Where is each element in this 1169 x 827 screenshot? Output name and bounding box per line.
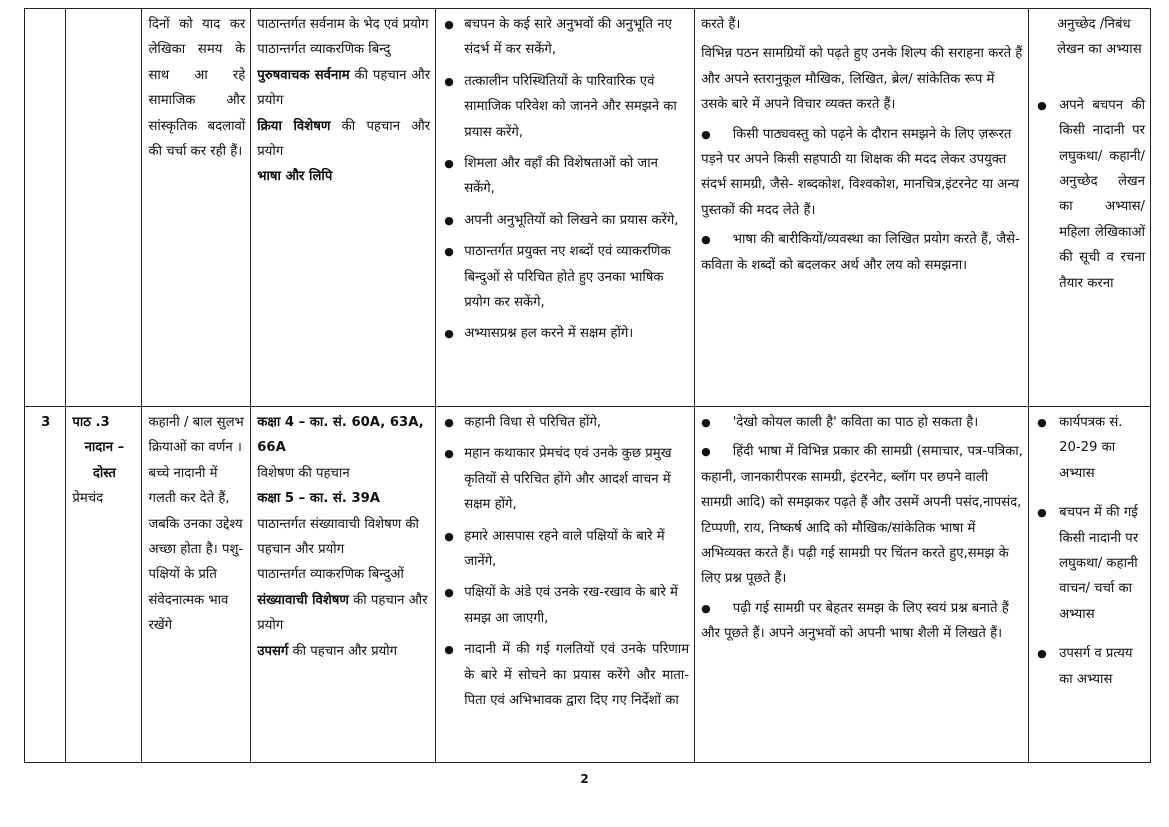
lesson-number: पाठ .3 (72, 415, 110, 430)
cell-description: दिनों को याद कर लेखिका समय के साथ आ रहे सामाजिक और सांस्कृतिक बदलावों की चर्चा कर रही हैं। (142, 9, 251, 407)
outcome-item (701, 596, 1023, 647)
grammar-text-bold: पुरुषवाचक सर्वनाम (257, 67, 350, 83)
outcome-text: भाषा की बारीकियों/व्यवस्था का लिखित प्रयोग करते हैं, जैसे-कविता के शब्दों को बदलकर अर्थ और लय को समझना। (701, 232, 1020, 273)
list-item: ● अपने बचपन की किसी नादानी पर लघुकथा/ कहानी/ अनुच्छेद लेखन का अभ्यास/ महिला लेखिकाओं की सूची व रचना तैयार करना (1035, 93, 1145, 296)
outcome-text: हिंदी भाषा में विभिन्न प्रकार की सामग्री (समाचार, पत्र-पत्रिका, कहानी, जानकारीपरक सामग्री, इंटरनेट, ब्लॉग पर छपने वाली सामग्री आदि) को समझकर पढ़ते हैं और उसमें अपनी पसंद,नापसंद, टिप्पणी, राय, निष्कर्ष आदि को मौखिक/सांकेतिक भाषा में अभिव्यक्त करते हैं। पढ़ी गई सामग्री पर चिंतन करते हुए,समझ के लिए प्रश्न पूछते हैं। (701, 444, 1023, 587)
cell-objectives (436, 9, 695, 407)
cell-lesson (66, 9, 142, 407)
list-item: ● नादानी में की गई गलतियों एवं उनके परिणाम के बारे में सोचने का प्रयास करेंगे और माता-पिता एवं अभिभावक द्वारा दिए गए निर्देशों का (442, 637, 689, 713)
objectives-list (442, 410, 689, 713)
outcome-text: किसी पाठ्यवस्तु को पढ़ने के दौरान समझने के लिए ज़रूरत पड़ने पर अपने किसी सहपाठी या शिक्षक की मदद लेकर उपयुक्त संदर्भ सामग्री, जैसे- शब्दकोश, विश्वकोश, मानचित्र,इंटरनेट या अन्य पुस्तकों की मदद लेते हैं। (701, 126, 1019, 218)
lesson-title: नादान – (84, 440, 125, 456)
lesson-plan-table (24, 8, 1151, 763)
activities-list (1035, 93, 1145, 296)
grammar-text: की पहचान और प्रयोग (288, 643, 398, 659)
bullet-icon: ● (701, 127, 711, 141)
list-item: ● अपनी अनुभूतियों को लिखने का प्रयास करेंगे, (442, 208, 689, 233)
table-row (25, 407, 1151, 763)
list-item: ● उपसर्ग व प्रत्यय का अभ्यास (1035, 641, 1145, 692)
list-item: ● पक्षियों के अंडे एवं उनके रख-रखाव के बारे में समझ आ जाएगी, (442, 580, 689, 631)
grammar-text-bold: क्रिया विशेषण (257, 118, 331, 134)
grammar-text-bold: कक्षा 4 – का. सं. 60A, 63A, 66A (257, 415, 424, 456)
list-item: ● कार्यपत्रक सं. 20-29 का अभ्यास (1035, 410, 1145, 486)
list-item: ● कहानी विधा से परिचित होंगे, (442, 410, 689, 435)
grammar-text-bold: भाषा और लिपि (257, 169, 333, 185)
table-row (25, 9, 1151, 407)
outcome-item (701, 122, 1023, 224)
outcome-text: 'देखो कोयल काली है' कविता का पाठ हो सकता है। (732, 415, 979, 430)
cell-lesson (66, 407, 142, 763)
list-item: ● बचपन के कई सारे अनुभवों की अनुभूति नए संदर्भ में कर सकेंगे, (442, 12, 689, 63)
cell-activities (1029, 9, 1151, 407)
cell-description: कहानी / बाल सुलभ क्रियाओं का वर्णन । बच्चे नादानी में गलती कर देते हैं, जबकि उनका उद्देश्य अच्छा होता है। पशु-पक्षियों के प्रति संवेदनात्मक भाव रखेंगे (142, 407, 251, 763)
cell-activities (1029, 407, 1151, 763)
bullet-icon: ● (701, 233, 711, 247)
grammar-text: पाठान्तर्गत सर्वनाम के भेद एवं प्रयोग (257, 17, 429, 32)
list-item: ● शिमला और वहाँ की विशेषताओं को जान सकेंगे, (442, 151, 689, 202)
grammar-text: पाठान्तर्गत संख्यावाची विशेषण की पहचान और प्रयोग (257, 516, 419, 558)
grammar-text: की पहचान और प्रयोग (257, 118, 431, 160)
page-number: 2 (580, 772, 589, 786)
grammar-text: की पहचान और प्रयोग (257, 67, 431, 109)
cell-outcomes (695, 407, 1029, 763)
cell-grammar (251, 407, 436, 763)
list-item: ● पाठान्तर्गत प्रयुक्त नए शब्दों एवं व्याकरणिक बिन्दुओं से परिचित होते हुए उनका भाषिक प्रयोग कर सकेंगे, (442, 239, 689, 315)
list-item: ● बचपन में की गई किसी नादानी पर लघुकथा/ कहानी वाचन/ चर्चा का अभ्यास (1035, 500, 1145, 627)
outcome-item (701, 410, 1023, 435)
activities-list (1035, 410, 1145, 692)
bullet-icon: ● (701, 445, 711, 459)
cell-objectives (436, 407, 695, 763)
grammar-text-bold: उपसर्ग (257, 643, 289, 659)
grammar-text-bold: कक्षा 5 – का. सं. 39A (257, 491, 381, 507)
lesson-author: प्रेमचंद (72, 491, 104, 507)
outcome-text: विभिन्न पठन सामग्रियों को पढ़ते हुए उनके शिल्प की सराहना करते हैं और अपने स्तरानुकूल मौखिक, लिखित, ब्रेल/ सांकेतिक रूप में उसके बारे में अपने विचार व्यक्त करते हैं। (701, 46, 1023, 113)
outcome-text: करते हैं। (701, 17, 741, 32)
outcome-text: पढ़ी गई सामग्री पर बेहतर समझ के लिए स्वयं प्रश्न बनाते हैं और पूछते हैं। अपने अनुभवों को अपनी भाषा शैली में लिखते हैं। (701, 600, 1009, 642)
activity-intro: अनुच्छेद /निबंध लेखन का अभ्यास (1057, 17, 1142, 58)
grammar-text: विशेषण की पहचान (257, 465, 350, 481)
cell-serial: 3 (25, 407, 66, 763)
list-item: ● अभ्यासप्रश्न हल करने में सक्षम होंगे। (442, 321, 689, 346)
grammar-text: पाठान्तर्गत व्याकरणिक बिन्दुओं (257, 567, 404, 583)
list-item: ● महान कथाकार प्रेमचंद एवं उनके कुछ प्रमुख कृतियों से परिचित होंगे और आदर्श वाचन में सक्षम होंगे, (442, 441, 689, 517)
list-item: ● तत्कालीन परिस्थितियों के पारिवारिक एवं सामाजिक परिवेश को जानने और समझने का प्रयास करेंगे, (442, 69, 689, 145)
cell-grammar (251, 9, 436, 407)
grammar-text: की पहचान और प्रयोग (257, 592, 428, 634)
cell-outcomes (695, 9, 1029, 407)
lesson-title: दोस्त (92, 465, 116, 481)
list-item: ● हमारे आसपास रहने वाले पक्षियों के बारे में जानेंगे, (442, 524, 689, 575)
grammar-text: पाठान्तर्गत व्याकरणिक बिन्दु (257, 42, 391, 58)
grammar-text-bold: संख्यावाची विशेषण (257, 592, 349, 608)
outcome-item (701, 439, 1023, 591)
bullet-icon: ● (701, 601, 711, 615)
bullet-icon: ● (701, 416, 711, 429)
outcome-item (701, 227, 1023, 278)
objectives-list (442, 12, 689, 347)
cell-serial (25, 9, 66, 407)
